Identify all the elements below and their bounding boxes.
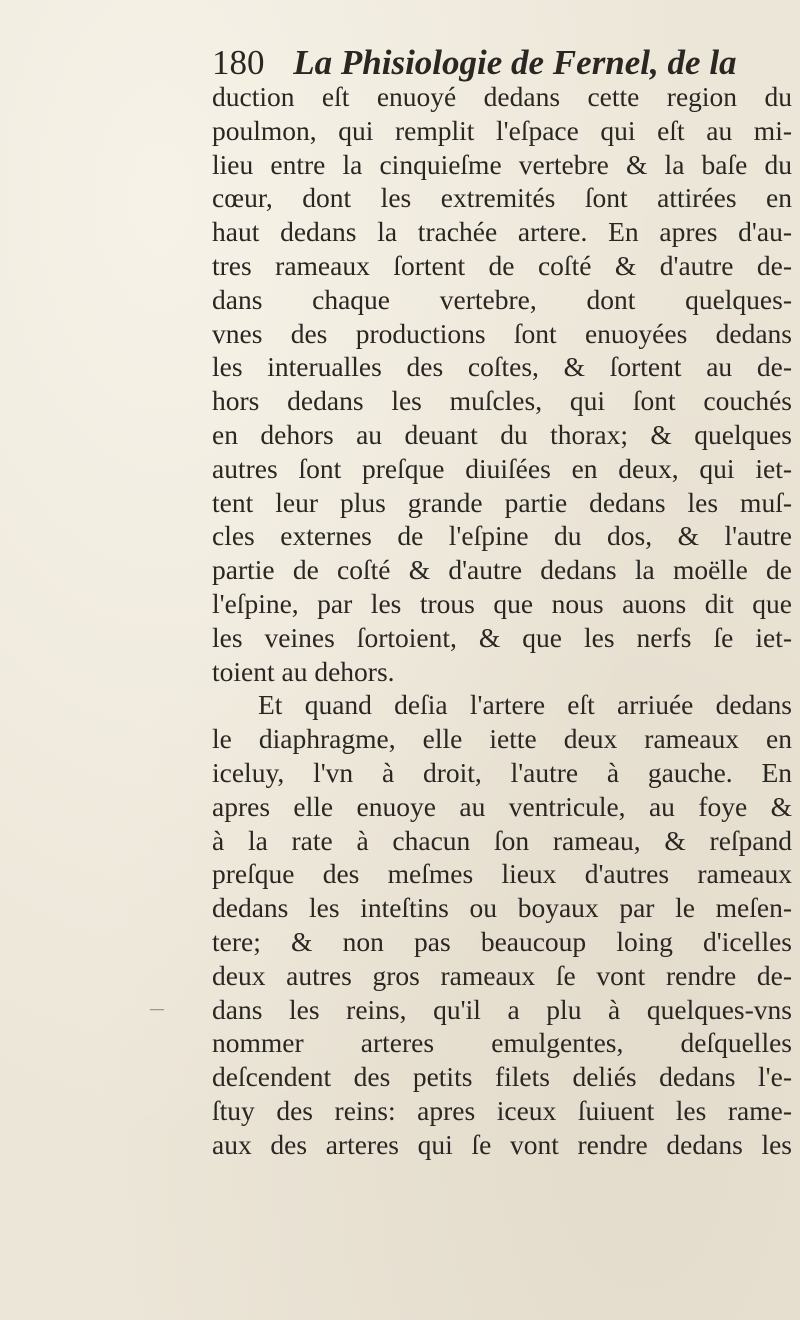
margin-mark-icon: — [150, 1002, 164, 1017]
text-line: poulmon, qui remplit l'eſpace qui eſt au mi- [212, 114, 792, 146]
text-line: vnes des productions ſont enuoyées dedans [212, 317, 792, 349]
text-line: cles externes de l'eſpine du dos, & l'autre [212, 520, 792, 552]
text-line: duction eſt enuoyé dedans cette region du [212, 81, 792, 112]
text-line: l'eſpine, par les trous que nous auons dit que [212, 587, 792, 619]
text-line: toient au dehors. [212, 655, 395, 687]
text-line: tere; & non pas beaucoup loing d'icelles [212, 925, 792, 957]
text-line: tres rameaux ſortent de coſté & d'autre de- [212, 249, 792, 281]
text-line: Et quand deſia l'artere eſt arriuée dedans [258, 689, 792, 721]
text-line: autres ſont preſque diuiſées en deux, qui iet- [212, 452, 792, 484]
text-line: ſtuy des reins: apres iceux ſuiuent les rame- [212, 1094, 792, 1126]
text-line: haut dedans la trachée artere. En apres d'au- [212, 216, 792, 248]
text-line: cœur, dont les extremités ſont attirées en [212, 182, 792, 214]
text-line: aux des arteres qui ſe vont rendre dedans les [212, 1128, 792, 1160]
text-line: nommer arteres emulgentes, deſquelles [212, 1027, 792, 1059]
text-line: deux autres gros rameaux ſe vont rendre de- [212, 959, 792, 991]
running-title: La Phisiologie de Fernel, de la [293, 43, 737, 82]
text-line: lieu entre la cinquieſme vertebre & la baſe du [212, 148, 792, 180]
page-number: 180 [212, 43, 265, 82]
text-line: le diaphragme, elle iette deux rameaux en [212, 723, 792, 755]
text-line: dans chaque vertebre, dont quelques- [212, 283, 792, 315]
text-line: tent leur plus grande partie dedans les muſ- [212, 486, 792, 518]
text-line: apres elle enuoye au ventricule, au foye & [212, 790, 792, 822]
text-line: preſque des meſmes lieux d'autres rameaux [212, 858, 792, 890]
text-line: les interualles des coſtes, & ſortent au de- [212, 351, 792, 383]
text-line: en dehors au deuant du thorax; & quelques [212, 418, 792, 450]
text-line: iceluy, l'vn à droit, l'autre à gauche. En [212, 756, 792, 788]
text-line: deſcendent des petits filets deliés dedans l'e- [212, 1061, 792, 1093]
text-line: dedans les inteſtins ou boyaux par le meſen- [212, 892, 792, 924]
body-text [212, 80, 792, 1162]
text-line: partie de coſté & d'autre dedans la moëlle de [212, 554, 792, 586]
text-line: hors dedans les muſcles, qui ſont couchés [212, 385, 792, 417]
text-line: les veines ſortoient, & que les nerfs ſe iet- [212, 621, 792, 653]
text-line: à la rate à chacun ſon rameau, & reſpand [212, 824, 792, 856]
text-line: dans les reins, qu'il a plu à quelques-vns [212, 993, 792, 1025]
